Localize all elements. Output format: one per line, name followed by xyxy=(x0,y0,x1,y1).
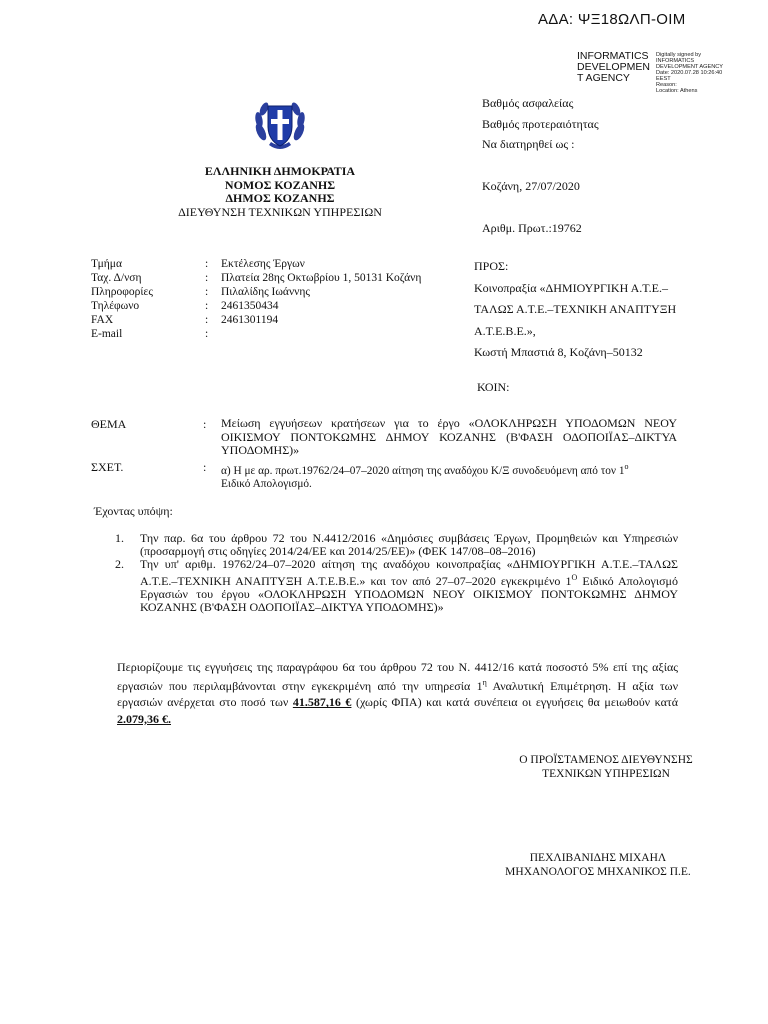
info-row: FAX : 2461301194 xyxy=(91,314,279,326)
subject-label: ΘΕΜΑ xyxy=(91,417,127,431)
signature-detail-line: DEVELOPMENT AGENCY xyxy=(656,64,724,70)
protocol-number: Αριθμ. Πρωτ.:19762 xyxy=(482,221,582,235)
considering-heading: Έχοντας υπόψη: xyxy=(94,504,173,518)
info-key: Τμήμα xyxy=(91,258,122,270)
document-date: Κοζάνη, 27/07/2020 xyxy=(482,179,580,193)
director-title: Ο ΠΡΟΪΣΤΑΜΕΝΟΣ ΔΙΕΥΘΥΝΣΗΣ xyxy=(519,754,693,766)
header-directorate: ΔΙΕΥΘΥΝΣΗ ΤΕΧΝΙΚΩΝ ΥΠΗΡΕΣΙΩΝ xyxy=(178,205,382,219)
greek-coat-of-arms-icon xyxy=(251,96,309,154)
info-key: FAX xyxy=(91,314,114,326)
header-prefecture: ΝΟΜΟΣ ΚΟΖΑΝΗΣ xyxy=(224,178,336,192)
signature-agency: INFORMATICS DEVELOPMEN T AGENCY xyxy=(577,50,650,84)
info-row: Ταχ. Δ/νση : Πλατεία 28ης Οκτωβρίου 1, 50131 Κοζάνη xyxy=(91,272,422,284)
security-level: Βαθμός ασφαλείας xyxy=(482,96,574,110)
subject-text: Μείωση εγγυήσεων κρατήσεων για το έργο «ΟΛΟΚΛΗΡΩΣΗ ΥΠΟΔΟΜΩΝ ΝΕΟΥ ΟΙΚΙΣΜΟΥ ΠΟΝΤΟΚΩΜΗΣ ΔΗΜΟΥ ΚΟΖΑΝΗΣ (Β'ΦΑΣΗ ΟΔΟΠΟΙΪΑΣ–ΔΙΚΤΥΑ ΥΠΟΔΟΜΗΣ)» xyxy=(221,416,677,457)
director-department: ΤΕΧΝΙΚΩΝ ΥΠΗΡΕΣΙΩΝ xyxy=(542,768,670,780)
recipient-line: Κοινοπραξία «ΔΗΜΙΟΥΡΓΙΚΗ Α.Τ.Ε.– xyxy=(474,280,669,295)
list-item: 1. Την παρ. 6α του άρθρου 72 του Ν.4412/2016 «Δημόσιες συμβάσεις Έργων, Προμηθειών και Υπηρεσιών (προσαρμογή στις οδηγίες 2014/24/ΕΕ και 2014/25/ΕΕ)» (ΦΕΚ 147/08–08–2016) xyxy=(115,531,678,558)
signature-detail-line: Date: 2020.07.28 10:26:40 xyxy=(656,70,723,76)
related-text: α) Η με αρ. πρωτ.19762/24–07–2020 αίτηση της αναδόχου Κ/Ξ συνοδευόμενη από τον $1^o$ Ειδικό Απολογισμό. xyxy=(221,462,629,491)
header-republic: ΕΛΛΗΝΙΚΗ ΔΗΜΟΚΡΑΤΙΑ xyxy=(204,164,356,178)
koin-label: ΚΟΙΝ: xyxy=(477,380,510,394)
signature-details xyxy=(656,52,746,94)
info-value: 2461301194 xyxy=(221,314,279,326)
info-value: Εκτέλεσης Έργων xyxy=(221,258,305,270)
info-value: Πιλαλίδης Ιωάννης xyxy=(221,286,310,298)
info-value: Πλατεία 28ης Οκτωβρίου 1, 50131 Κοζάνη xyxy=(221,272,422,284)
signature-detail-line: Reason: xyxy=(656,82,677,88)
info-value: 2461350434 xyxy=(221,300,279,312)
decision-paragraph: Περιορίζουμε τις εγγυήσεις της παραγράφου 6α του άρθρου 72 του Ν. 4412/16 κατά ποσοστό 5% επί της αξίας εργασιών που περιλαμβάνονται στην εγκεκριμένη από την υπηρεσία $1^\eta$ Αναλυτική Επιμέτρηση. Η αξία των εργασιών ανέρχεται στο ποσό των 41.587,16 € (χωρίς ΦΠΑ) και κατά συνέπεια οι εγγυήσεις θα μειωθούν κατά 2.079,36 €. xyxy=(117,660,679,726)
info-key: E-mail xyxy=(91,328,123,340)
recipient-line: Α.Τ.Ε.Β.Ε.», xyxy=(474,323,536,338)
info-row: Τηλέφωνο : 2461350434 xyxy=(91,300,279,312)
info-key: Πληροφορίες xyxy=(91,286,153,298)
recipient-label: ΠΡΟΣ: xyxy=(474,259,509,273)
info-row: Πληροφορίες : Πιλαλίδης Ιωάννης xyxy=(91,286,310,298)
signer-title: ΜΗΧΑΝΟΛΟΓΟΣ ΜΗΧΑΝΙΚΟΣ Π.Ε. xyxy=(505,866,691,878)
signature-detail-line: INFORMATICS xyxy=(656,58,695,64)
recipient-address: Κωστή Μπαστιά 8, Κοζάνη–50132 xyxy=(474,345,643,359)
header-municipality: ΔΗΜΟΣ ΚΟΖΑΝΗΣ xyxy=(225,191,335,205)
info-row: Τμήμα : Εκτέλεσης Έργων xyxy=(91,258,305,270)
considerations-list xyxy=(112,532,678,614)
info-row: E-mail : xyxy=(91,328,209,340)
works-amount: 41.587,16 € xyxy=(292,695,352,710)
info-key: Τηλέφωνο xyxy=(91,300,140,312)
signer-name: ΠΕΧΛΙΒΑΝΙΔΗΣ ΜΙΧΑΗΛ xyxy=(529,852,667,864)
reduction-amount: 2.079,36 €. xyxy=(117,711,171,726)
retention: Να διατηρηθεί ως : xyxy=(482,137,575,151)
list-item: 2. Την υπ' αριθμ. 19762/24–07–2020 αίτηση της αναδόχου κοινοπραξίας «ΔΗΜΙΟΥΡΓΙΚΗ Α.Τ.Ε.–ΤΑΛΩΣ Α.Τ.Ε.–ΤΕΧΝΙΚΗ ΑΝΑΠΤΥΞΗ Α.Τ.Ε.Β.Ε.» και τον από 27–07–2020 εγκεκριμένο $1^O$ Ειδικό Απολογισμό Εργασιών του έργου «ΟΛΟΚΛΗΡΩΣΗ ΥΠΟΔΟΜΩΝ ΝΕΟΥ ΟΙΚΙΣΜΟΥ ΠΟΝΤΟΚΩΜΗΣ ΔΗΜΟΥ ΚΟΖΑΝΗΣ (Β'ΦΑΣΗ ΟΔΟΠΟΙΪΑΣ–ΔΙΚΤΥΑ ΥΠΟΔΟΜΗΣ)» xyxy=(115,557,678,614)
info-key: Ταχ. Δ/νση xyxy=(91,272,142,284)
recipient-line: ΤΑΛΩΣ Α.Τ.Ε.–ΤΕΧΝΙΚΗ ΑΝΑΠΤΥΞΗ xyxy=(474,302,677,316)
signature-detail-line: EEST xyxy=(656,76,671,82)
signature-detail-line: Digitally signed by xyxy=(656,52,702,58)
recipient-block xyxy=(474,256,704,364)
related-label: ΣΧΕΤ. xyxy=(91,460,124,474)
ada-code: ΑΔΑ: ΨΞ18ΩΛΠ-ΟΙΜ xyxy=(538,11,686,28)
signature-detail-line: Location: Athens xyxy=(656,88,698,94)
priority-level: Βαθμός προτεραιότητας xyxy=(482,117,599,131)
